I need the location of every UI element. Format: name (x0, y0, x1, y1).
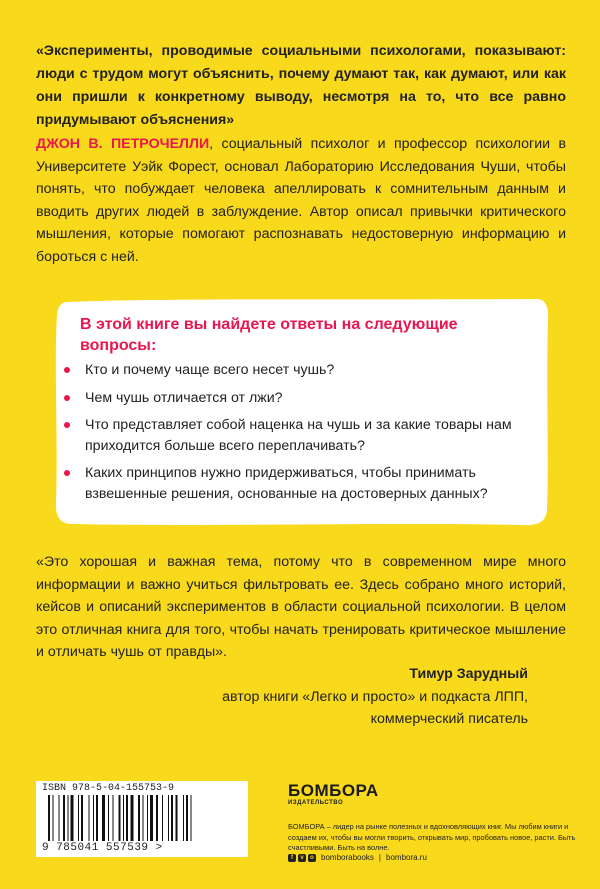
bullet-icon (64, 422, 70, 428)
question-item (62, 388, 532, 409)
barcode-bar (171, 795, 173, 841)
question-item (62, 360, 532, 381)
bullet-icon (64, 470, 70, 476)
barcode-bar (93, 795, 94, 841)
author-bio-text: , социальный психолог и профессор психологии в Университете Уэйк Форест, основал Лабораторию Исследования Чуши, чтобы понять, что побуждает человека апеллировать к сомнительным данным и вводить других людей в заблуждение. Автор описал привычки критического мышления, которые помогают распознавать недостоверную информацию и бороться с ней. (36, 136, 566, 265)
barcode-bar (81, 795, 83, 841)
question-text: Кто и почему чаще всего несет чушь? (85, 362, 335, 378)
isbn-text: ISBN 978-5-04-155753-9 (42, 783, 175, 794)
question-text: Чем чушь отличается от лжи? (85, 389, 283, 406)
barcode-bar (168, 795, 169, 841)
vk-icon: v (298, 854, 306, 862)
barcode-bar (59, 795, 60, 841)
barcode-bar (186, 795, 188, 841)
author-bio (36, 133, 566, 268)
bullet-icon (64, 395, 70, 401)
top-quote: «Эксперименты, проводимые социальными психологами, показывают: люди с трудом могут объяснить, почему думают так, как думают, или как они пришли к конкретному выводу, несмотря на то, что все равно придумывают объяснения» (36, 43, 566, 128)
reviewer-name: Тимур Зарудный (409, 666, 528, 682)
question-item (62, 415, 532, 456)
publisher-name: БОМБОРА (288, 781, 379, 800)
publisher-site: bombora.ru (386, 853, 427, 862)
question-item (62, 463, 532, 504)
publisher-subtitle: ИЗДАТЕЛЬСТВО (288, 800, 344, 806)
question-text: Каких принципов нужно придерживаться, чтобы принимать взвешенные решения, основанные на достоверных данных? (85, 465, 488, 502)
barcode-bar (147, 795, 148, 841)
panel-title: В этой книге вы найдете ответы на следующие вопросы: (80, 316, 458, 354)
instagram-icon: o (308, 854, 316, 862)
barcode-bar (89, 795, 90, 841)
barcode-bar (53, 795, 54, 841)
barcode-bar (113, 795, 114, 841)
barcode-bar (138, 795, 140, 841)
review-signature (222, 663, 528, 731)
barcode-bar (176, 795, 178, 841)
questions-list (62, 360, 532, 511)
bullet-icon (64, 367, 70, 373)
question-text: Что представляет собой наценка на чушь и за какие товары нам приходится больше всего переплачивать? (85, 417, 512, 454)
separator: | (378, 853, 381, 862)
barcode-bar (108, 795, 109, 841)
barcode-bar (183, 795, 184, 841)
barcode-bar (150, 795, 153, 841)
barcode-bar (119, 795, 121, 841)
barcode-block (36, 781, 248, 857)
barcode-bar (191, 795, 192, 841)
barcode-bar (71, 795, 74, 841)
barcode-bar (131, 795, 134, 841)
publisher-logo (288, 782, 379, 806)
reviewer-role-line2: коммерческий писатель (370, 711, 528, 727)
publisher-description: БОМБОРА – лидер на рынке полезных и вдохновляющих книг. Мы любим книги и создаем их, чтобы вы могли творить, открывать мир, пробовать новое, расти. Быть счастливыми. Быть на волне. (288, 822, 576, 852)
barcode-bar (102, 795, 105, 841)
publisher-social (288, 853, 427, 862)
barcode-bar (96, 795, 98, 841)
barcode-bar (68, 795, 69, 841)
barcode-graphic (48, 795, 238, 841)
barcode-bar (126, 795, 128, 841)
review-quote: «Это хорошая и важная тема, потому что в современном мире много информации и важно учиться фильтровать ее. Здесь собрано много историй, кейсов и описаний экспериментов в области социальной психологии. В целом это отличная книга для того, чтобы начать тренировать критическое мышление и отличать чушь от правды». (36, 554, 566, 660)
barcode-digits: 9 785041 557539 > (42, 842, 163, 854)
reviewer-role-line1: автор книги «Легко и просто» и подкаста ЛПП, (222, 688, 528, 705)
social-handle: bomborabooks (321, 853, 374, 862)
barcode-bar (63, 795, 65, 841)
barcode-bar (162, 795, 163, 841)
barcode-bar (156, 795, 158, 841)
barcode-bar (123, 795, 124, 841)
barcode-bar (48, 795, 50, 841)
barcode-bar (78, 795, 79, 841)
author-name: ДЖОН В. ПЕТРОЧЕЛЛИ (36, 136, 210, 152)
barcode-bar (143, 795, 144, 841)
facebook-icon: f (288, 854, 296, 862)
